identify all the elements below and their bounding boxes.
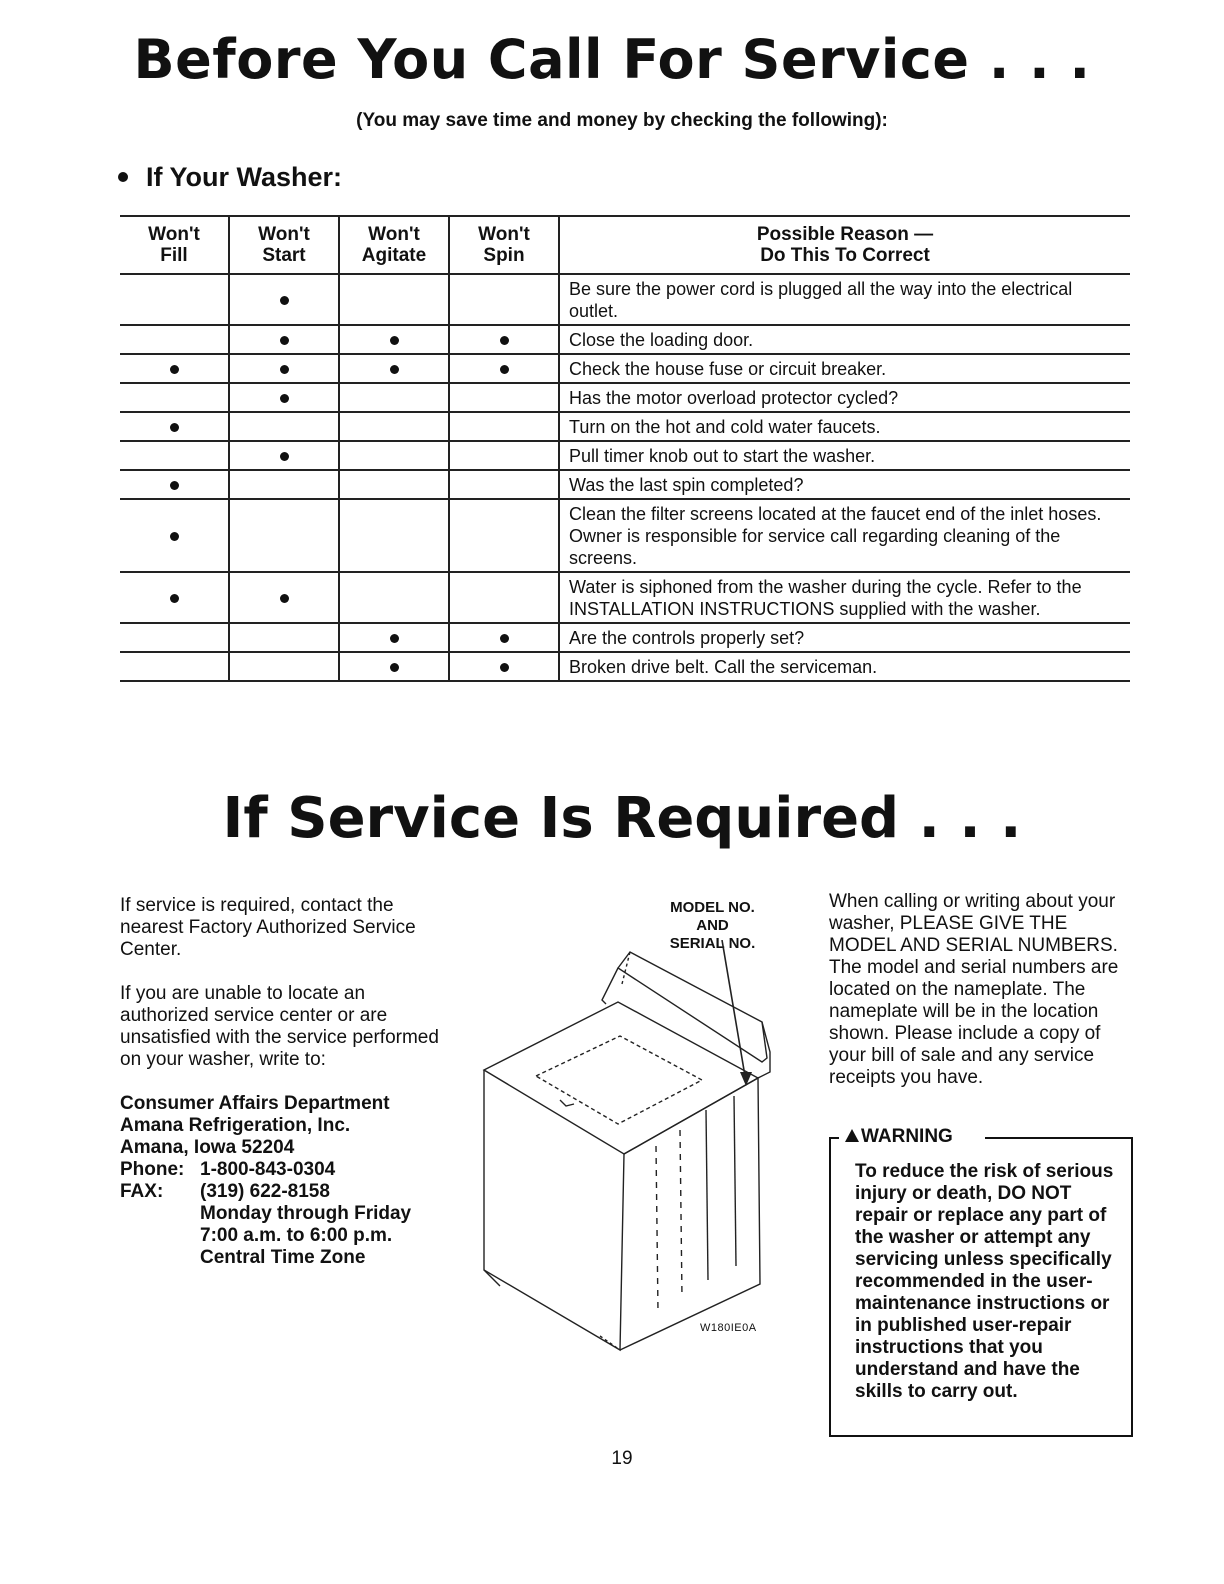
bullet-icon <box>118 172 128 182</box>
cell-fill <box>120 499 229 572</box>
table-row <box>120 412 1130 441</box>
cell-reason: Has the motor overload protector cycled? <box>559 383 1130 412</box>
cell-reason: Pull timer knob out to start the washer. <box>559 441 1130 470</box>
cell-reason: Be sure the power cord is plugged all the way into the electrical outlet. <box>559 274 1130 325</box>
contact-address <box>120 1093 440 1269</box>
cell-spin <box>449 354 559 383</box>
cell-spin <box>449 572 559 623</box>
cell-fill <box>120 470 229 499</box>
table-row <box>120 325 1130 354</box>
cell-reason: Check the house fuse or circuit breaker. <box>559 354 1130 383</box>
contact-phone: Phone: 1-800-843-0304 <box>120 1159 336 1180</box>
bullet-icon <box>500 365 509 374</box>
cell-agitate <box>339 412 449 441</box>
table-row <box>120 441 1130 470</box>
bullet-icon <box>280 336 289 345</box>
bullet-icon <box>390 634 399 643</box>
service-paragraph-2: If you are unable to locate an authorized service center or are unsatisfied with the service performed on your washer, write to: <box>120 983 439 1070</box>
cell-fill <box>120 354 229 383</box>
bullet-icon <box>280 296 289 305</box>
cell-spin <box>449 325 559 354</box>
cell-fill <box>120 441 229 470</box>
cell-spin <box>449 470 559 499</box>
table-row <box>120 652 1130 681</box>
contact-hours-time: 7:00 a.m. to 6:00 p.m. <box>200 1225 393 1246</box>
bullet-icon <box>390 336 399 345</box>
cell-start <box>229 412 339 441</box>
cell-fill <box>120 274 229 325</box>
cell-reason: Turn on the hot and cold water faucets. <box>559 412 1130 441</box>
cell-fill <box>120 383 229 412</box>
table-row <box>120 354 1130 383</box>
warning-box-top-right <box>985 1137 1133 1139</box>
cell-start <box>229 441 339 470</box>
table-body <box>120 274 1130 681</box>
washer-heading-text: If Your Washer: <box>146 162 343 192</box>
cell-start <box>229 354 339 383</box>
page-number: 19 <box>611 1448 633 1469</box>
cell-start <box>229 274 339 325</box>
cell-start <box>229 572 339 623</box>
table-row <box>120 274 1130 325</box>
cell-agitate <box>339 383 449 412</box>
bullet-icon <box>280 394 289 403</box>
service-info-column <box>120 895 440 1269</box>
table-row <box>120 499 1130 572</box>
contact-department: Consumer Affairs Department <box>120 1093 390 1114</box>
cell-start <box>229 383 339 412</box>
bullet-icon <box>500 634 509 643</box>
page-subtitle: (You may save time and money by checking the following): <box>356 110 888 131</box>
cell-reason: Water is siphoned from the washer during the cycle. Refer to the INSTALLATION INSTRUCTIONS supplied with the washer. <box>559 572 1130 623</box>
washer-heading <box>118 162 342 193</box>
cell-start <box>229 499 339 572</box>
cell-spin <box>449 441 559 470</box>
table-row <box>120 383 1130 412</box>
col-wont-fill: Won't Fill <box>120 216 229 274</box>
washer-illustration <box>470 940 780 1360</box>
bullet-icon <box>170 423 179 432</box>
cell-agitate <box>339 499 449 572</box>
cell-fill <box>120 652 229 681</box>
cell-agitate <box>339 274 449 325</box>
contact-hours-days: Monday through Friday <box>200 1203 412 1224</box>
cell-reason: Broken drive belt. Call the serviceman. <box>559 652 1130 681</box>
bullet-icon <box>280 452 289 461</box>
cell-start <box>229 652 339 681</box>
cell-fill <box>120 623 229 652</box>
table-row <box>120 623 1130 652</box>
table-row <box>120 470 1130 499</box>
model-serial-instructions: When calling or writing about your washer, PLEASE GIVE THE MODEL AND SERIAL NUMBERS. The model and serial numbers are located on the nameplate. The nameplate will be in the location shown. Please include a copy of your bill of sale and any service receipts you have. <box>829 891 1119 1088</box>
contact-city: Amana, Iowa 52204 <box>120 1137 295 1158</box>
col-wont-agitate: Won't Agitate <box>339 216 449 274</box>
service-paragraph-1: If service is required, contact the nearest Factory Authorized Service Center. <box>120 895 416 960</box>
col-possible-reason: Possible Reason — Do This To Correct <box>559 216 1130 274</box>
bullet-icon <box>500 336 509 345</box>
table-row <box>120 572 1130 623</box>
page-title: Before You Call For Service . . . <box>133 28 1091 91</box>
cell-spin <box>449 274 559 325</box>
cell-spin <box>449 623 559 652</box>
cell-reason: Clean the filter screens located at the faucet end of the inlet hoses. Owner is responsible for service call regarding cleaning of the screens. <box>559 499 1130 572</box>
bullet-icon <box>390 663 399 672</box>
cell-fill <box>120 325 229 354</box>
warning-heading: WARNING <box>845 1126 953 1148</box>
bullet-icon <box>170 481 179 490</box>
cell-agitate <box>339 325 449 354</box>
figure-code: W180IE0A <box>700 1322 757 1334</box>
cell-reason: Was the last spin completed? <box>559 470 1130 499</box>
model-serial-label: MODEL NO. AND SERIAL NO. <box>669 899 756 952</box>
cell-agitate <box>339 623 449 652</box>
cell-start <box>229 623 339 652</box>
cell-spin <box>449 499 559 572</box>
bullet-icon <box>170 365 179 374</box>
bullet-icon <box>500 663 509 672</box>
cell-fill <box>120 572 229 623</box>
section-title-service-required: If Service Is Required . . . <box>222 786 1022 851</box>
cell-spin <box>449 412 559 441</box>
col-wont-spin: Won't Spin <box>449 216 559 274</box>
col-wont-start: Won't Start <box>229 216 339 274</box>
cell-agitate <box>339 441 449 470</box>
warning-text: To reduce the risk of serious injury or death, DO NOT repair or replace any part of the washer or attempt any servicing unless specifically recommended in the user-maintenance instructions or in published user-repair instructions that you understand and have the skills to carry out. <box>855 1161 1114 1402</box>
contact-company: Amana Refrigeration, Inc. <box>120 1115 351 1136</box>
bullet-icon <box>280 365 289 374</box>
cell-reason: Are the controls properly set? <box>559 623 1130 652</box>
troubleshooting-table <box>120 215 1130 682</box>
cell-agitate <box>339 652 449 681</box>
warning-box-top-left <box>829 1137 839 1139</box>
cell-spin <box>449 652 559 681</box>
cell-start <box>229 325 339 354</box>
cell-agitate <box>339 572 449 623</box>
bullet-icon <box>170 532 179 541</box>
cell-start <box>229 470 339 499</box>
table-header-row <box>120 216 1130 274</box>
warning-triangle-icon <box>845 1129 859 1142</box>
cell-spin <box>449 383 559 412</box>
bullet-icon <box>170 594 179 603</box>
contact-time-zone: Central Time Zone <box>200 1247 366 1268</box>
bullet-icon <box>280 594 289 603</box>
cell-agitate <box>339 470 449 499</box>
cell-agitate <box>339 354 449 383</box>
bullet-icon <box>390 365 399 374</box>
contact-fax: FAX: (319) 622-8158 <box>120 1181 330 1202</box>
cell-reason: Close the loading door. <box>559 325 1130 354</box>
cell-fill <box>120 412 229 441</box>
